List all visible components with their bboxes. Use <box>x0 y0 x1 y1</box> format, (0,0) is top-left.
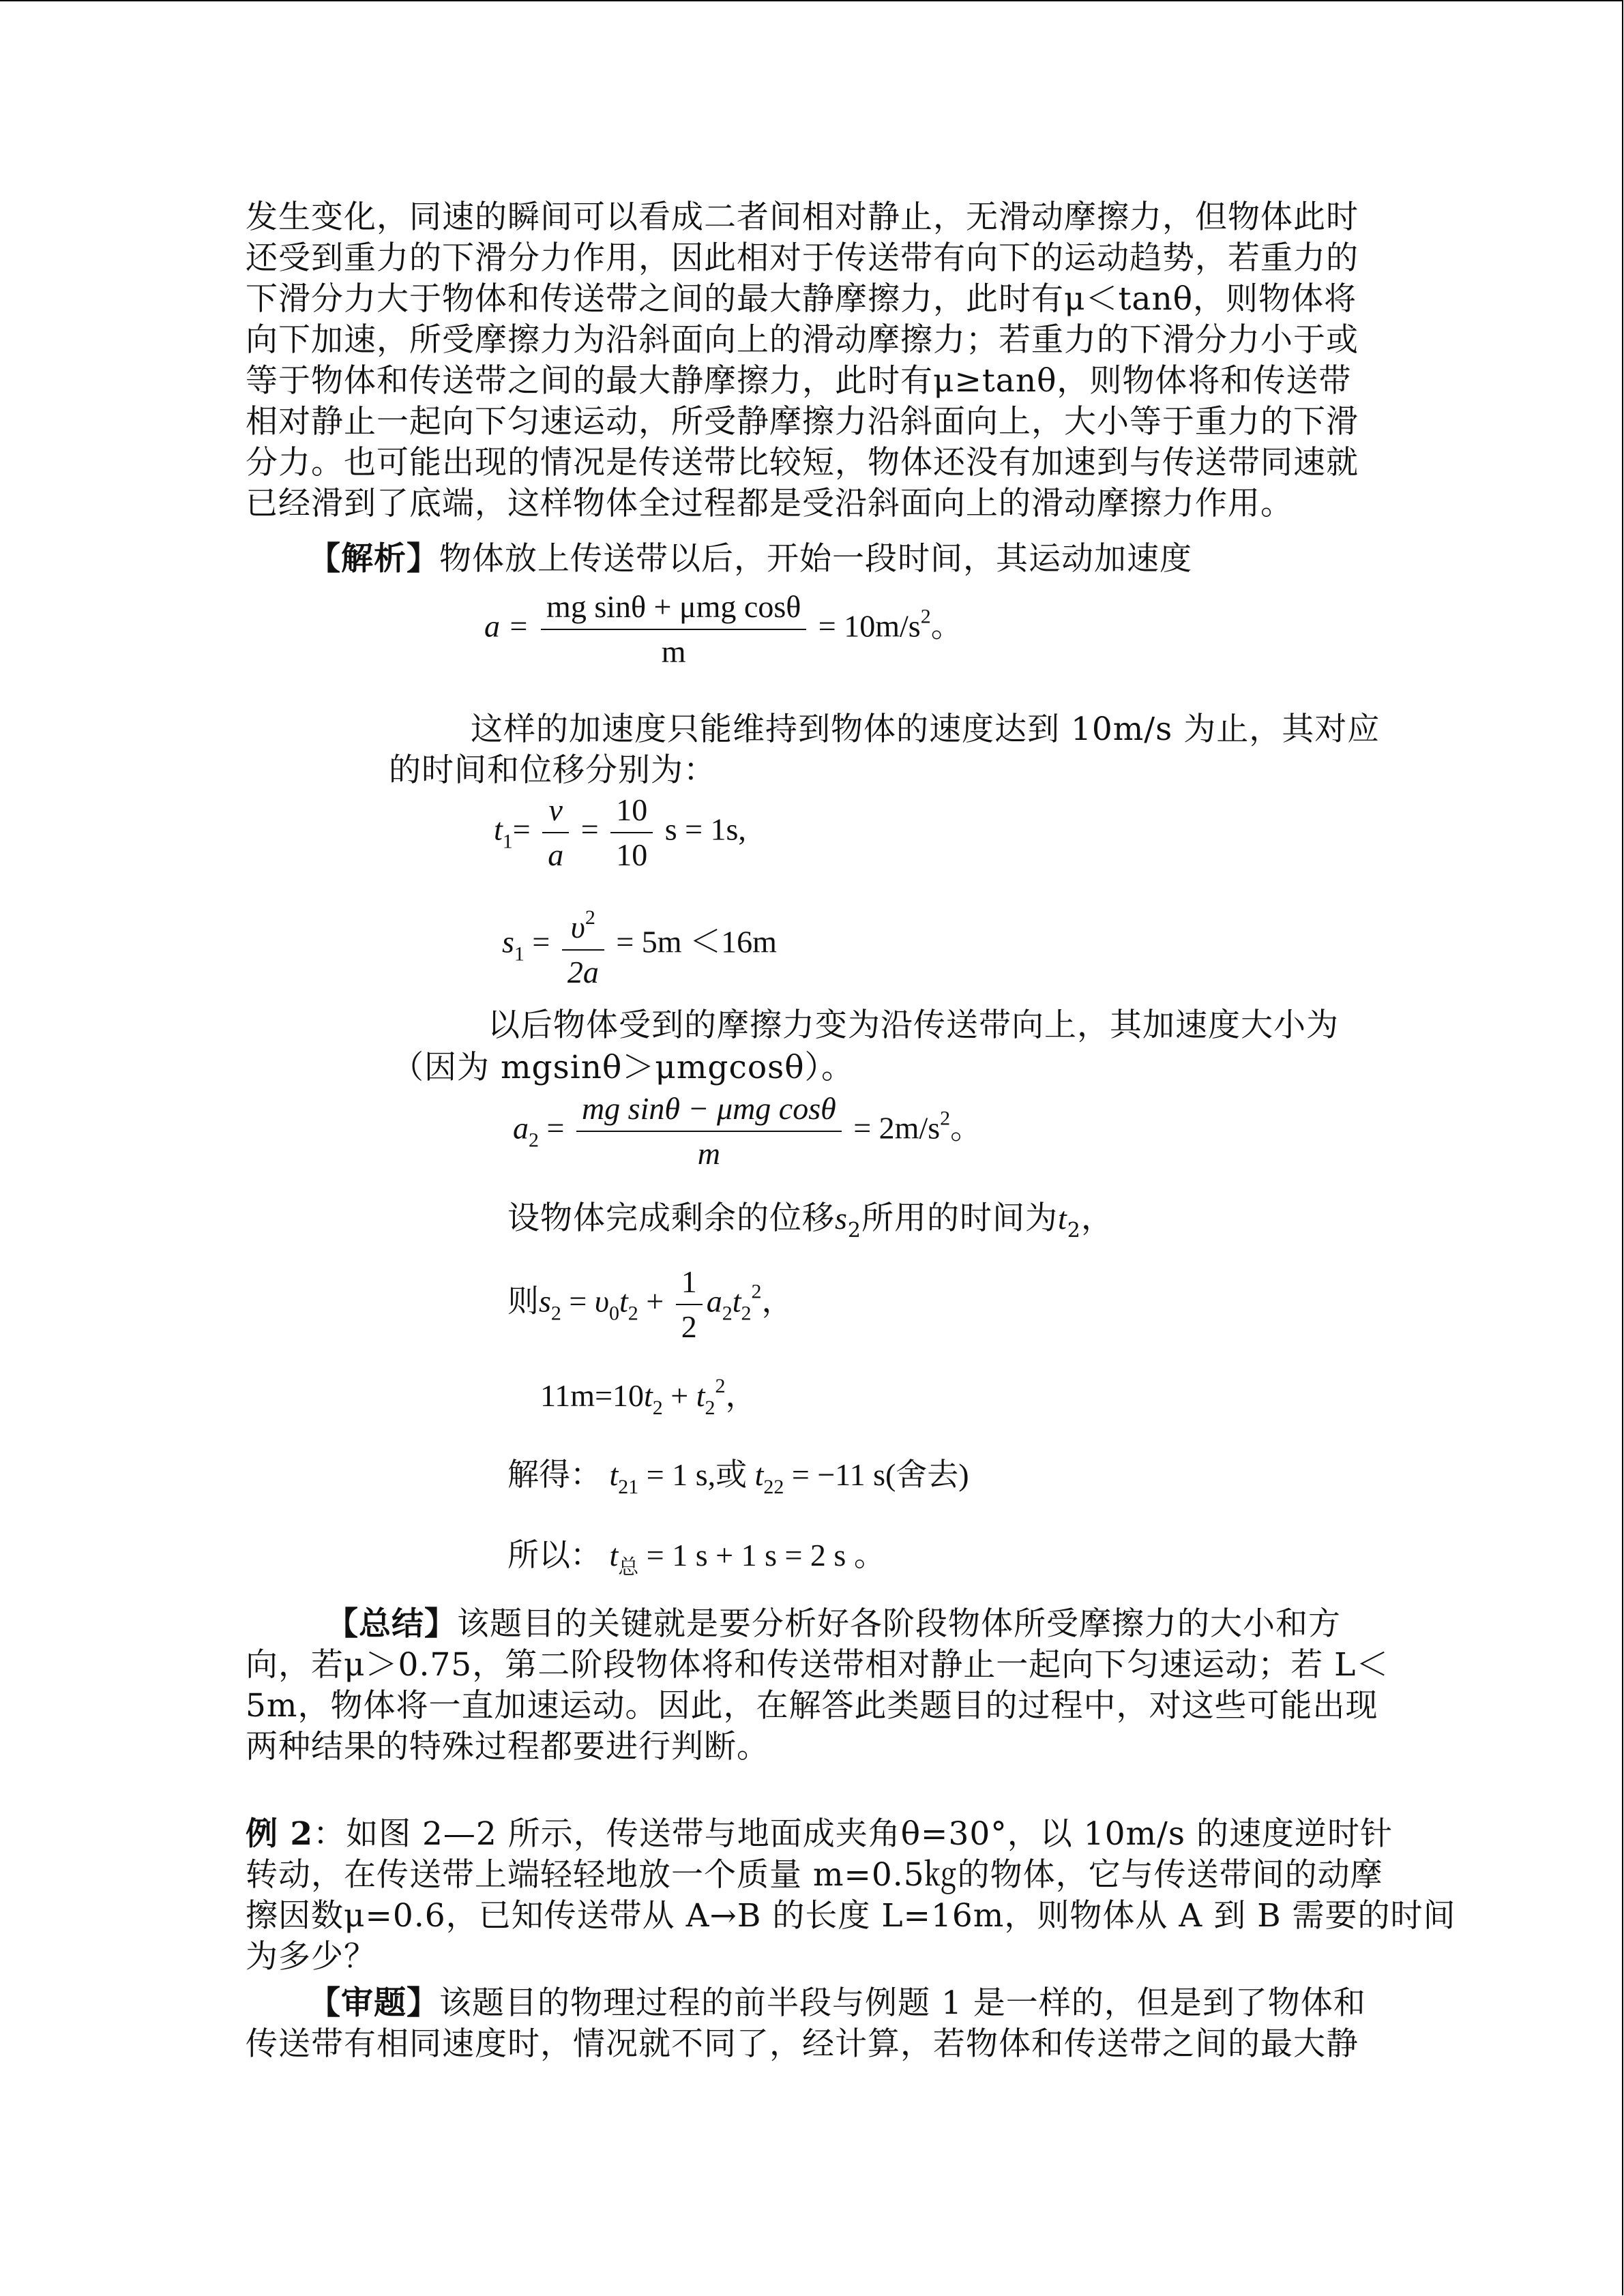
equation-a2 <box>513 1090 981 1173</box>
equation-solve <box>507 1450 969 1499</box>
numerator: v <box>542 791 569 833</box>
subscript: 1 <box>514 942 525 966</box>
text-line: 发生变化，同速的瞬间可以看成二者间相对静止，无滑动摩擦力，但物体此时 <box>246 198 1359 236</box>
text: = 1 s + 1 s = 2 s 。 <box>638 1538 885 1572</box>
numerator: 10 <box>610 791 653 833</box>
numerator: 1 <box>676 1263 703 1305</box>
subscript: 2 <box>722 1302 733 1325</box>
exponent: 2 <box>940 1107 951 1130</box>
fraction <box>542 791 569 874</box>
analysis-heading <box>308 539 1192 580</box>
text-line: 向下加速，所受摩擦力为沿斜面向上的滑动摩擦力；若重力的下滑分力小于或 <box>246 321 1359 359</box>
text-line: 分力。也可能出现的情况是传送带比较短，物体还没有加速到与传送带同速就 <box>246 444 1359 481</box>
fraction <box>676 1263 703 1346</box>
summary-tag: 【总结】 <box>326 1605 457 1643</box>
subscript: 1 <box>502 830 513 853</box>
numerator: mg sinθ − μmg cosθ <box>576 1090 842 1132</box>
denominator: m <box>697 1136 720 1171</box>
equation-acceleration <box>484 588 962 671</box>
review-line <box>308 1983 1366 2024</box>
var: a <box>513 1110 529 1146</box>
text-line: 已经滑到了底端，这样物体全过程都是受沿斜面向上的滑动摩擦力作用。 <box>246 485 1293 522</box>
var: υ <box>570 910 585 944</box>
denominator: 2a <box>567 955 599 989</box>
exponent: 2 <box>715 1375 726 1397</box>
subscript: 2 <box>550 1302 561 1325</box>
text-line: 相对静止一起向下匀速运动，所受静摩擦力沿斜面向上，大小等于重力的下滑 <box>246 403 1359 441</box>
summary-line <box>326 1604 1341 1645</box>
subscript: 2 <box>741 1302 752 1325</box>
subscript: 2 <box>1067 1219 1081 1242</box>
equals: = <box>561 1283 595 1319</box>
text: ， <box>761 1282 793 1320</box>
text-line: 传送带有相同速度时，情况就不同了，经计算，若物体和传送带之间的最大静 <box>246 2025 1359 2063</box>
var: t <box>619 1283 628 1319</box>
var: t <box>732 1283 741 1319</box>
text: = 1 s,或 <box>638 1457 755 1492</box>
subscript: 22 <box>763 1476 784 1498</box>
equation-s2 <box>507 1263 793 1346</box>
equals: = <box>512 811 531 847</box>
denominator: 2 <box>681 1309 697 1344</box>
subscript: 2 <box>628 1302 638 1325</box>
subscript: 总 <box>618 1555 639 1579</box>
plus: + <box>662 1378 696 1413</box>
text-line: 的时间和位移分别为： <box>389 751 716 789</box>
analysis-intro: 物体放上传送带以后，开始一段时间，其运动加速度 <box>439 540 1192 578</box>
eq-rhs: = 10m/s <box>818 608 921 644</box>
equation-total <box>507 1530 885 1580</box>
denominator: m <box>661 634 686 669</box>
text-line: 下滑分力大于物体和传送带之间的最大静摩擦力，此时有μ＜tanθ，则物体将 <box>246 280 1357 318</box>
text-line: 擦因数μ=0.6，已知传送带从 A→B 的长度 L=16m，则物体从 A 到 B 需要的时间 <box>246 1897 1456 1935</box>
var: t <box>754 1457 764 1492</box>
plus: + <box>638 1283 672 1319</box>
fraction <box>541 588 806 671</box>
eq-rhs: = 2m/s <box>853 1110 941 1146</box>
text: ， <box>1080 1199 1114 1237</box>
text-line: 转动，在传送带上端轻轻地放一个质量 m=0.5㎏的物体，它与传送带间的动摩 <box>246 1856 1383 1894</box>
denominator: a <box>548 837 564 872</box>
var: s <box>502 924 514 959</box>
var: t <box>609 1538 619 1572</box>
var: s <box>539 1283 551 1319</box>
text: 解得： <box>507 1456 602 1493</box>
text-line: 以后物体受到的摩擦力变为沿传送带向上，其加速度大小为 <box>488 1007 1339 1044</box>
text: = −11 s(舍去) <box>784 1457 969 1492</box>
var: t <box>644 1378 653 1413</box>
var: t <box>609 1457 619 1492</box>
equals: = <box>580 811 599 847</box>
var: t <box>696 1378 705 1413</box>
exponent: 2 <box>751 1280 762 1303</box>
var: t <box>1058 1201 1067 1236</box>
text: ， <box>725 1377 757 1414</box>
equation-s1 <box>502 899 777 992</box>
fraction <box>562 899 604 992</box>
var: υ <box>594 1283 609 1319</box>
text-line: 这样的加速度只能维持到物体的速度达到 10m/s 为止，其对应 <box>471 711 1381 748</box>
text: 该题目的关键就是要分析好各阶段物体所受摩擦力的大小和方 <box>457 1605 1341 1643</box>
text: ：如图 2—2 所示，传送带与地面成夹角θ=30°，以 10m/s 的速度逆时针 <box>313 1815 1393 1853</box>
eq-lhs: a = <box>484 608 529 644</box>
eq-end: 。 <box>930 607 962 644</box>
numerator <box>562 899 604 951</box>
exponent: 2 <box>585 906 595 929</box>
var: s <box>835 1201 848 1236</box>
equals: = <box>546 1110 565 1146</box>
text: 该题目的物理过程的前半段与例题 1 是一样的，但是到了物体和 <box>439 1984 1366 2022</box>
text-line: 为多少？ <box>246 1938 377 1976</box>
subscript: 2 <box>529 1129 539 1152</box>
text: 所以： <box>507 1536 602 1573</box>
text-line: 向，若μ＞0.75，第二阶段物体将和传送带相对静止一起向下匀速运动；若 L＜ <box>246 1646 1389 1684</box>
var: t <box>494 811 503 847</box>
subscript: 21 <box>618 1476 639 1498</box>
equation-11m <box>540 1371 757 1420</box>
text: 设物体完成剩余的位移 <box>507 1199 835 1237</box>
text: 所用的时间为 <box>861 1199 1058 1237</box>
var: a <box>706 1283 722 1319</box>
subscript: 2 <box>705 1397 715 1419</box>
eq-end: 。 <box>950 1109 982 1146</box>
equation-t1 <box>494 791 746 874</box>
exponent: 2 <box>920 605 931 628</box>
subscript: 2 <box>847 1219 861 1242</box>
text-line: 还受到重力的下滑分力作用，因此相对于传送带有向下的运动趋势，若重力的 <box>246 239 1359 277</box>
text: 11m=10 <box>540 1378 645 1413</box>
text: 则 <box>507 1282 539 1320</box>
eq-rhs: s = 1s, <box>664 811 746 847</box>
fraction <box>610 791 653 874</box>
example2-line <box>246 1814 1393 1855</box>
numerator: mg sinθ + μmg cosθ <box>541 588 806 630</box>
analysis-tag: 【解析】 <box>308 540 439 578</box>
text-line: （因为 mgsinθ＞μmgcosθ）。 <box>392 1049 855 1086</box>
example-label: 例 2 <box>246 1815 314 1853</box>
text-line-remaining <box>507 1198 1114 1251</box>
subscript: 2 <box>652 1397 663 1419</box>
equals: = <box>532 924 550 959</box>
denominator: 10 <box>616 837 648 872</box>
text-line: 等于物体和传送带之间的最大静摩擦力，此时有μ≥tanθ，则物体将和传送带 <box>246 362 1352 400</box>
review-tag: 【审题】 <box>308 1984 439 2022</box>
eq-rhs: = 5m ＜16m <box>616 924 777 959</box>
subscript: 0 <box>608 1302 619 1325</box>
text-line: 5m，物体将一直加速运动。因此，在解答此类题目的过程中，对这些可能出现 <box>246 1687 1378 1725</box>
text-line: 两种结果的特殊过程都要进行判断。 <box>246 1728 769 1765</box>
fraction <box>576 1090 842 1173</box>
